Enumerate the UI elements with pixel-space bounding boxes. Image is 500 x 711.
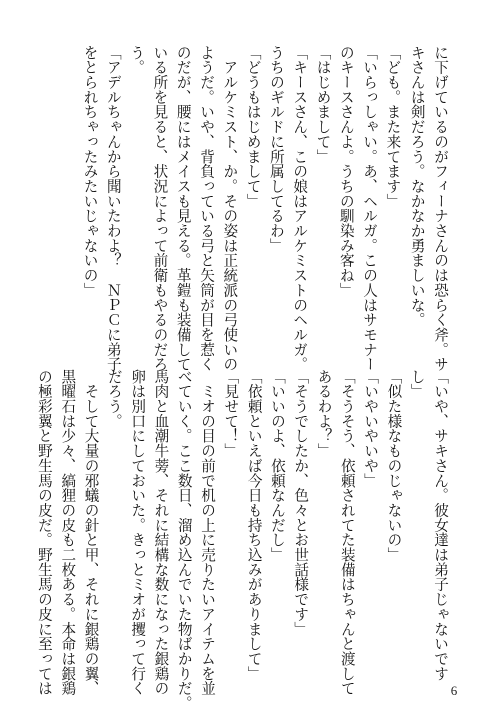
text-line: 「そうそう、依頼されてた装備はちゃんと渡して: [338, 369, 356, 696]
text-line: 「キースさん、この娘はアルケミストのヘルガ。: [291, 45, 309, 372]
text-line: 卵は別口にしておいた。きっとミオが攫って行く: [129, 369, 147, 696]
page-number: 6: [450, 683, 458, 698]
text-line: うちのギルドに所属してるわ」: [267, 45, 285, 253]
text-line: の極彩翼と野生馬の皮だ。野生馬の皮に至っては: [35, 369, 53, 696]
text-line: 「いらっしゃい。あ、ヘルガ。この人はサモナー: [361, 45, 379, 372]
text-line: 黒曜石は少々、縞狸の皮も二枚ある。本命は銀鶏: [59, 369, 77, 696]
text-line: 「はじめまして」: [314, 45, 332, 164]
text-line: 「そうでしたか、色々とお世話様です」: [292, 369, 310, 637]
text-line: のキースさんよ。うちの馴染み客ね」: [337, 45, 355, 298]
text-line: 「アデルちゃんから聞いたわよ？ ＮＰＣに弟子: [104, 45, 122, 372]
text-block-top: [78, 45, 452, 372]
text-line: う。: [128, 45, 146, 75]
text-line: 「依頼といえば今日も持ち込みがありまして」: [245, 369, 263, 681]
text-line: に下げているのがフィーナさんのは恐らく斧。サ: [432, 45, 449, 372]
text-line: ミオの目の前で机の上に売りたいアイテムを並: [199, 369, 217, 696]
text-line: 「いや、サキさん。彼女達は弟子じゃないです: [432, 369, 449, 681]
text-line: をとられちゃったみたいじゃないの」: [81, 45, 99, 298]
text-line: 「見せて！」: [222, 369, 240, 459]
text-line: べていく。ここ数日、溜め込んでいた物ばかりだ。: [175, 369, 193, 711]
text-line: 「ども。また来てます」: [384, 45, 402, 209]
text-block-bottom: [33, 369, 452, 711]
text-line: ようだ。いや、背負っている弓と矢筒が目を惹く: [198, 45, 216, 372]
text-line: キさんは剣だろう。なかなか勇ましいな。: [408, 45, 426, 328]
text-line: アルケミスト、か。その姿は正統派の弓使いの: [221, 45, 239, 372]
text-line: 「どうもはじめまして」: [244, 45, 262, 209]
text-line: 馬肉と血潮牛蒡、それに結構な数になった銀鶏の: [152, 369, 170, 696]
text-line: のだが、腰にはメイスも見える。革鎧も装備して: [174, 45, 192, 372]
text-line: 「いやいやいや」: [362, 369, 380, 488]
text-line: いる所を見ると、状況によって前衛もやるのだろ: [151, 45, 169, 372]
text-line: し」: [408, 369, 426, 399]
text-line: だろう。: [105, 369, 123, 429]
text-line: 「いいのよ、依頼なんだし」: [268, 369, 286, 563]
text-line: 「似た様なものじゃないの」: [385, 369, 403, 563]
text-line: あるわよ？」: [315, 369, 333, 459]
text-line: そして大量の邪蟻の針と甲、それに銀鶏の翼、: [82, 369, 100, 696]
